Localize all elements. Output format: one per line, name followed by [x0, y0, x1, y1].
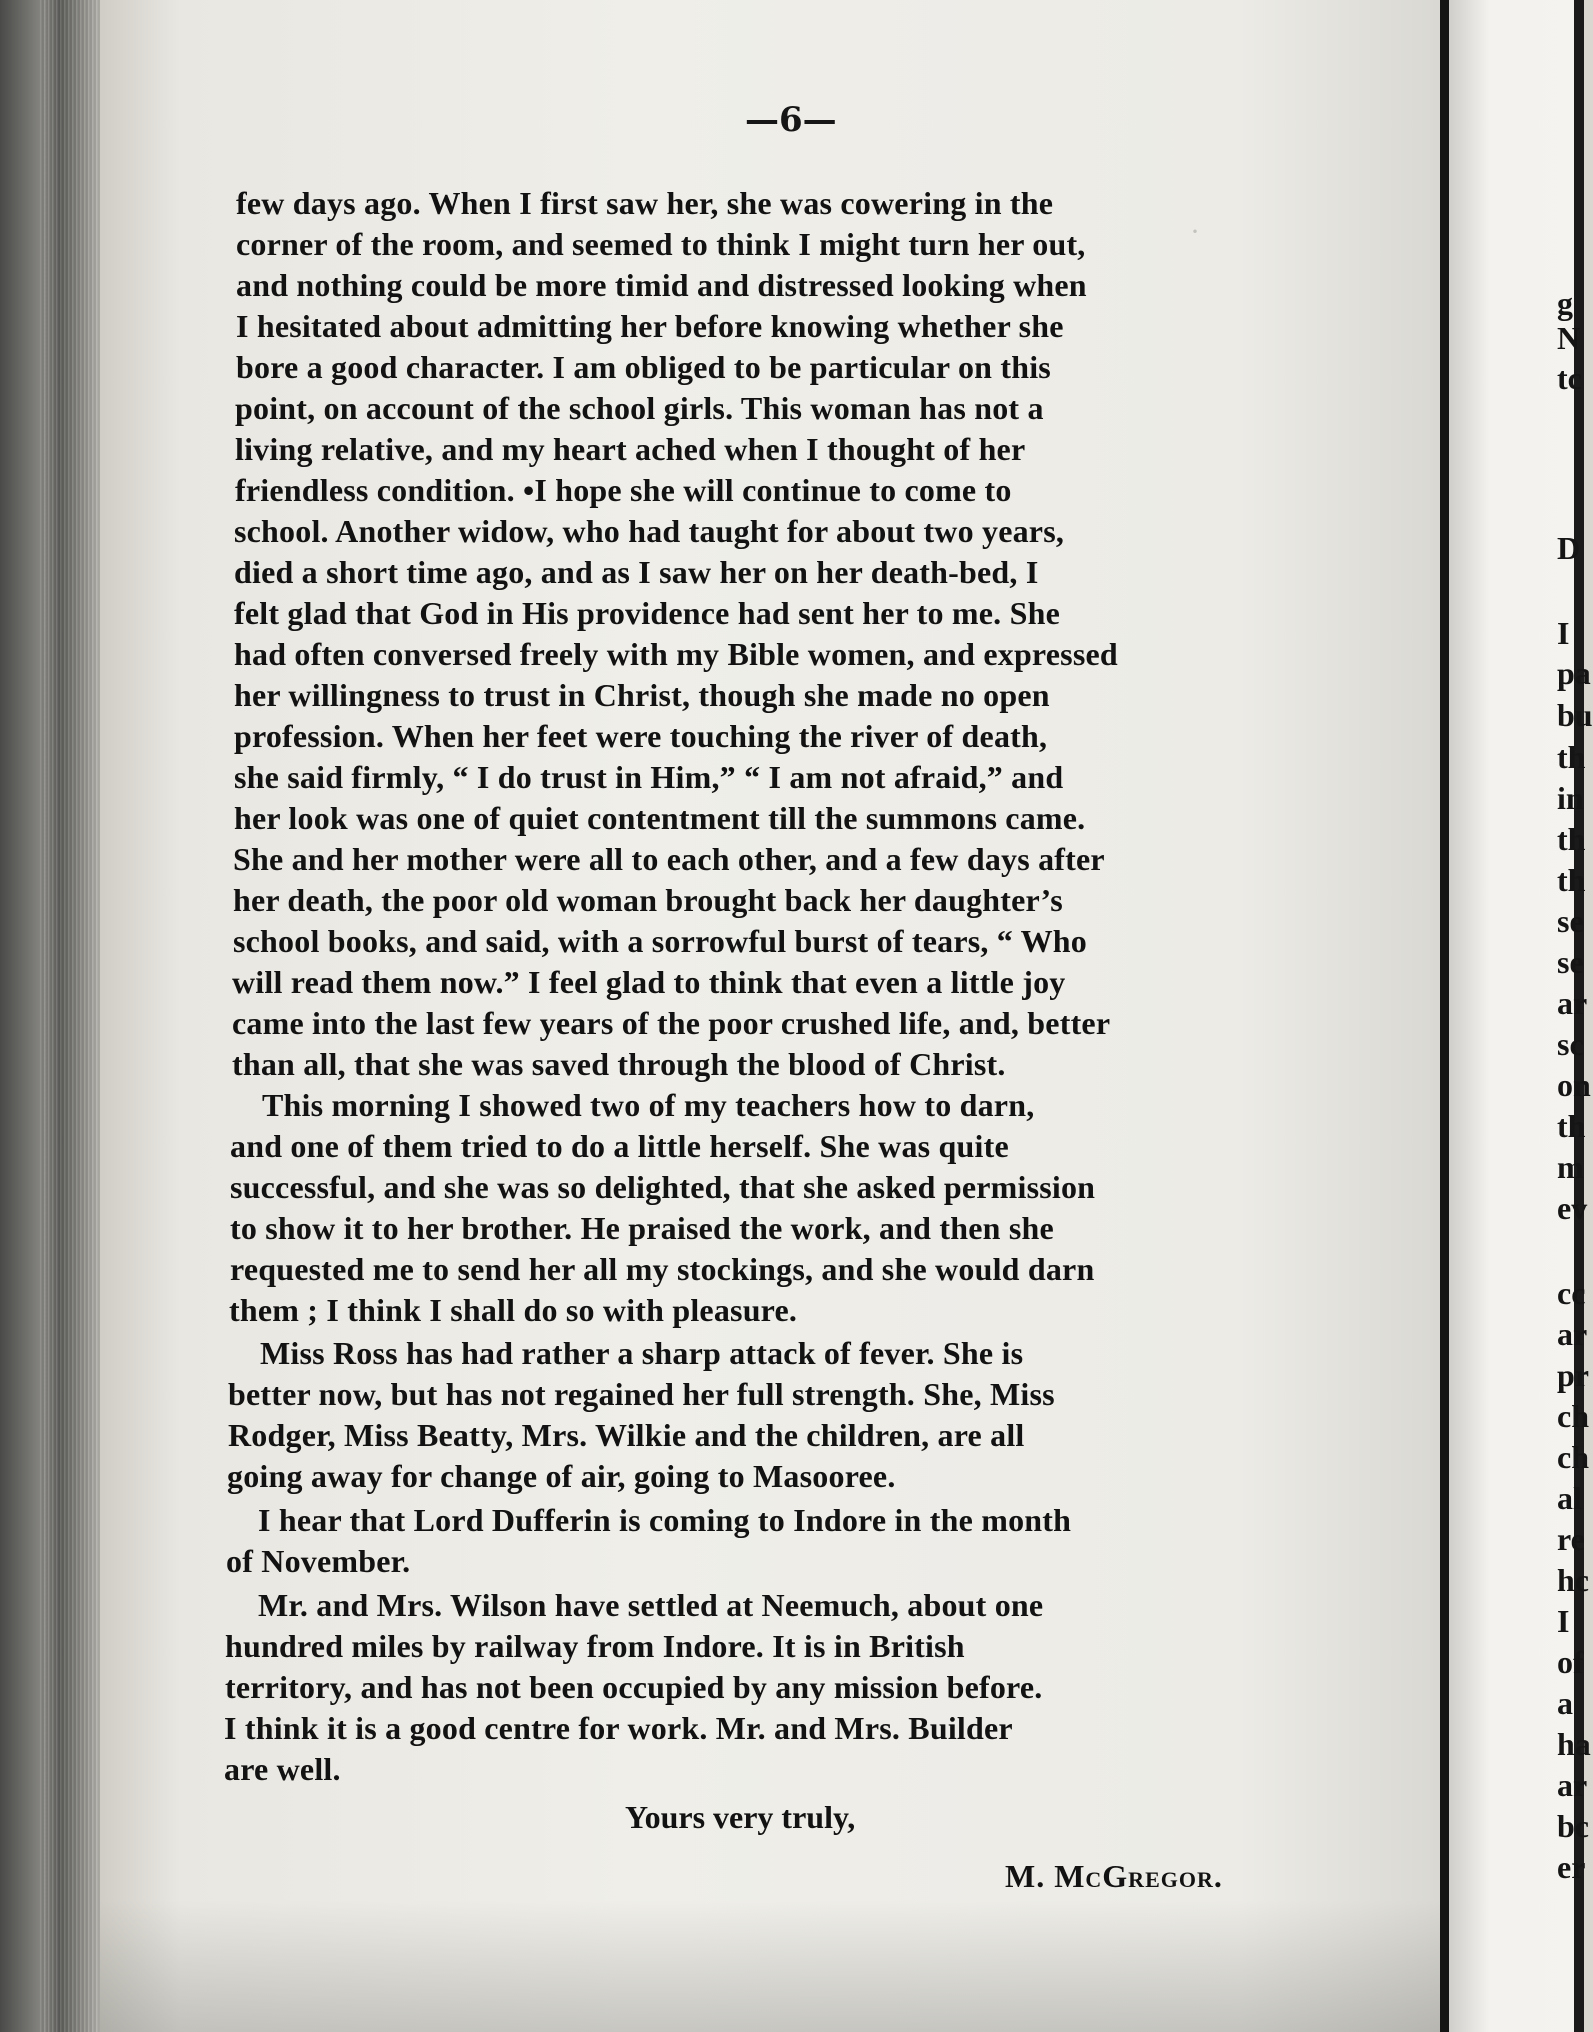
facing-page-fragment: al [1557, 1480, 1582, 1516]
body-line: them ; I think I shall do so with pleasure. [229, 1292, 798, 1328]
body-line: She and her mother were all to each other, and a few days after [233, 841, 1105, 877]
facing-page-fragment: a [1557, 1685, 1573, 1721]
facing-page-fragment: ar [1557, 985, 1588, 1021]
facing-page-fragment: g [1557, 285, 1573, 321]
facing-page-fragment: m [1557, 1149, 1584, 1185]
body-line: and one of them tried to do a little herself. She was quite [230, 1128, 1009, 1164]
body-line: Mr. and Mrs. Wilson have settled at Neemuch, about one [258, 1587, 1044, 1623]
body-line: territory, and has not been occupied by any mission before. [225, 1669, 1043, 1705]
facing-page-fragment: bc [1557, 1808, 1589, 1844]
signature: M. McGregor. [1005, 1858, 1223, 1894]
body-line: than all, that she was saved through the blood of Christ. [232, 1046, 1006, 1082]
body-line: her willingness to trust in Christ, though she made no open [234, 677, 1050, 713]
body-line: hundred miles by railway from Indore. It is in British [225, 1628, 965, 1664]
facing-page-fragment: D [1557, 530, 1581, 566]
body-line: living relative, and my heart ached when I thought of her [235, 431, 1026, 467]
body-line: I think it is a good centre for work. Mr. and Mrs. Builder [224, 1710, 1013, 1746]
facing-page-fragment: se [1557, 944, 1584, 980]
body-line: came into the last few years of the poor crushed life, and, better [232, 1005, 1111, 1041]
page-stack-edges [40, 0, 100, 2032]
facing-page-fragment: in [1557, 780, 1584, 816]
body-line: Rodger, Miss Beatty, Mrs. Wilkie and the children, are all [228, 1417, 1025, 1453]
body-line: Miss Ross has had rather a sharp attack of fever. She is [260, 1335, 1024, 1371]
body-line: friendless condition. •I hope she will continue to come to [235, 472, 1012, 508]
facing-page-fragment: th [1557, 1108, 1586, 1144]
facing-page-fragment: cc [1557, 1275, 1586, 1311]
page-bottom-shadow [100, 1900, 1440, 2032]
facing-page-fragment: tc [1557, 360, 1582, 396]
facing-page-fragment: pa [1557, 655, 1591, 691]
facing-page-fragment: I [1557, 1603, 1570, 1639]
facing-page-fragment: hc [1557, 1562, 1589, 1598]
body-line: going away for change of air, going to Masooree. [227, 1458, 896, 1494]
body-line: are well. [224, 1751, 341, 1787]
body-line: school books, and said, with a sorrowful burst of tears, “ Who [233, 923, 1088, 959]
body-line: and nothing could be more timid and distressed looking when [236, 267, 1087, 303]
facing-page-fragment: on [1557, 1067, 1591, 1103]
body-line: better now, but has not regained her full strength. She, Miss [228, 1376, 1055, 1412]
body-line: will read them now.” I feel glad to think that even a little joy [232, 964, 1066, 1000]
facing-page-fragment: re [1557, 1521, 1585, 1557]
body-line: felt glad that God in His providence had sent her to me. She [234, 595, 1060, 631]
facing-page-fragment: ch [1557, 1398, 1589, 1434]
facing-page-fragment: th [1557, 739, 1586, 775]
body-line: of November. [226, 1543, 411, 1579]
body-line: This morning I showed two of my teachers how to darn, [262, 1087, 1035, 1123]
facing-page-fragment: pr [1557, 1357, 1589, 1393]
body-line: point, on account of the school girls. This woman has not a [235, 390, 1044, 426]
body-line: to show it to her brother. He praised the work, and then she [230, 1210, 1054, 1246]
body-line: I hesitated about admitting her before knowing whether she [236, 308, 1064, 344]
bleed-through-text: · [1190, 215, 1200, 248]
facing-page-fragment: th [1557, 821, 1586, 857]
facing-page-fragment: th [1557, 862, 1586, 898]
closing-salutation: Yours very truly, [625, 1799, 856, 1835]
book-gutter [1440, 0, 1449, 2032]
body-line: requested me to send her all my stockings, and she would darn [230, 1251, 1095, 1287]
body-line: few days ago. When I first saw her, she was cowering in the [236, 185, 1054, 221]
body-line: bore a good character. I am obliged to be particular on this [236, 349, 1051, 385]
body-line: I hear that Lord Dufferin is coming to Indore in the month [258, 1502, 1072, 1538]
facing-page-fragment: bu [1557, 697, 1593, 733]
body-line: her look was one of quiet contentment till the summons came. [234, 800, 1086, 836]
facing-page-fragment: N [1557, 320, 1581, 356]
facing-page-fragment: I [1557, 615, 1570, 651]
body-line: profession. When her feet were touching the river of death, [234, 718, 1048, 754]
facing-page-fragment: of [1557, 1644, 1584, 1680]
body-line: died a short time ago, and as I saw her on her death-bed, I [234, 554, 1039, 590]
facing-page-fragment: er [1557, 1849, 1586, 1885]
facing-page-fragment: sc [1557, 1026, 1584, 1062]
facing-page-fragment: ar [1557, 1767, 1588, 1803]
facing-page-fragment: se [1557, 903, 1584, 939]
body-line: successful, and she was so delighted, that she asked permission [230, 1169, 1096, 1205]
body-line: school. Another widow, who had taught for about two years, [234, 513, 1065, 549]
facing-page-fragment: ch [1557, 1439, 1589, 1475]
facing-page-fragment: ar [1557, 1316, 1588, 1352]
body-line: had often conversed freely with my Bible women, and expressed [234, 636, 1118, 672]
body-line: corner of the room, and seemed to think I might turn her out, [236, 226, 1086, 262]
body-line: her death, the poor old woman brought back her daughter’s [233, 882, 1063, 918]
body-line: she said firmly, “ I do trust in Him,” “ I am not afraid,” and [234, 759, 1064, 795]
facing-page-fragment: ev [1557, 1190, 1588, 1226]
page-number: —6— [745, 100, 837, 140]
facing-page-fragment: ha [1557, 1726, 1591, 1762]
